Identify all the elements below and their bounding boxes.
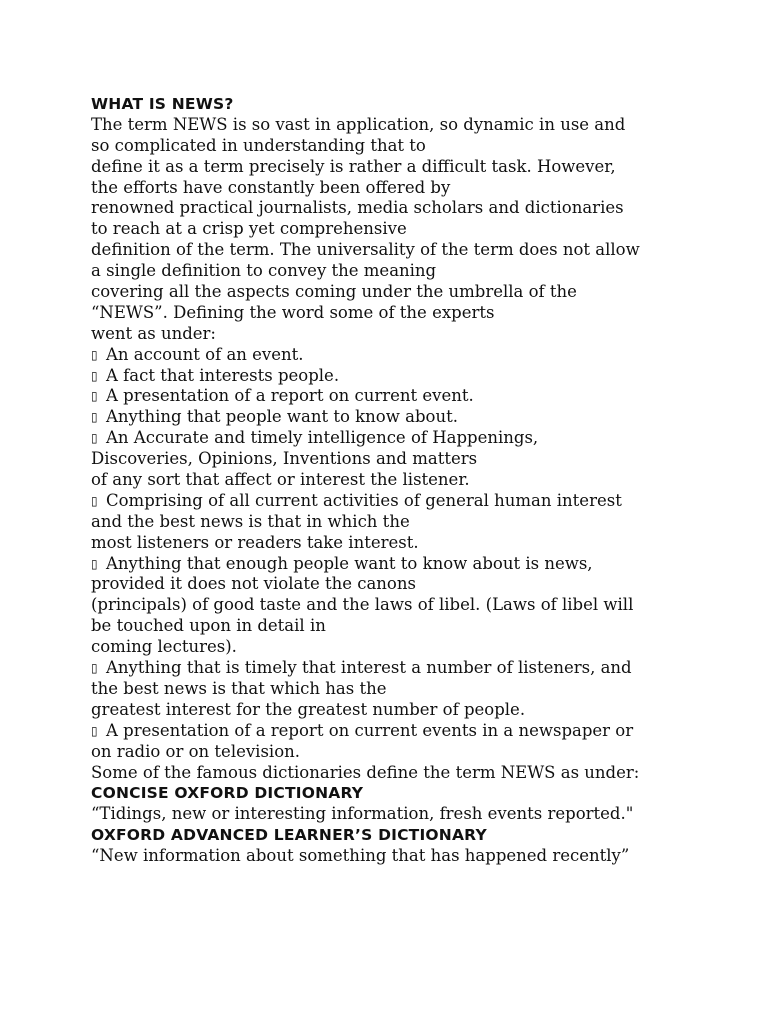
bullet-item	[91, 386, 761, 407]
bullet-item	[91, 658, 761, 679]
text-line: “NEWS”. Defining the word some of the experts	[91, 302, 495, 322]
bullet-icon: ▯	[91, 493, 98, 508]
bullet-item	[91, 366, 761, 387]
section-heading: WHAT IS NEWS?	[91, 95, 234, 113]
bullet-icon: ▯	[91, 410, 98, 425]
text-line: to reach at a crisp yet comprehensive	[91, 219, 407, 239]
text-line: Some of the famous dictionaries define the term NEWS as under:	[91, 762, 640, 782]
bullet-item	[91, 721, 761, 742]
text-line: greatest interest for the greatest number of people.	[91, 699, 526, 719]
text-line: on radio or on television.	[91, 741, 301, 761]
bullet-item	[91, 407, 761, 428]
bullet-item	[91, 491, 761, 512]
text-line: most listeners or readers take interest.	[91, 532, 419, 552]
text-line: the best news is that which has the	[91, 678, 387, 698]
text-line: and the best news is that in which the	[91, 511, 410, 531]
text-line: definition of the term. The universality of the term does not allow	[91, 240, 640, 260]
bullet-icon: ▯	[91, 661, 98, 676]
document-page	[91, 94, 761, 867]
bullet-text: Comprising of all current activities of general human interest	[106, 490, 622, 510]
text-line: so complicated in understanding that to	[91, 135, 426, 155]
bullet-item	[91, 428, 761, 449]
bullet-text: An Accurate and timely intelligence of Happenings,	[106, 428, 539, 448]
text-line: The term NEWS is so vast in application, so dynamic in use and	[91, 114, 626, 134]
bullet-icon: ▯	[91, 368, 98, 383]
text-line: define it as a term precisely is rather a difficult task. However,	[91, 156, 616, 176]
text-line: Discoveries, Opinions, Inventions and matters	[91, 449, 478, 469]
text-line: of any sort that affect or interest the listener.	[91, 470, 470, 490]
text-line: went as under:	[91, 323, 216, 343]
document-body	[91, 94, 761, 867]
text-line: renowned practical journalists, media scholars and dictionaries	[91, 198, 624, 218]
text-line: coming lectures).	[91, 637, 237, 657]
text-line: a single definition to convey the meaning	[91, 261, 437, 281]
bullet-text: A presentation of a report on current events in a newspaper or	[106, 720, 634, 740]
bullet-text: A presentation of a report on current event.	[106, 386, 474, 406]
text-line: “Tidings, new or interesting information, fresh events reported."	[91, 804, 634, 824]
bullet-item	[91, 554, 761, 575]
text-line: (principals) of good taste and the laws of libel. (Laws of libel will	[91, 595, 634, 615]
section-heading: OXFORD ADVANCED LEARNER’S DICTIONARY	[91, 826, 487, 845]
bullet-text: An account of an event.	[106, 344, 304, 364]
text-line: be touched upon in detail in	[91, 616, 326, 636]
text-line: “New information about something that has happened recently”	[91, 846, 630, 866]
bullet-text: A fact that interests people.	[106, 365, 340, 385]
text-line: provided it does not violate the canons	[91, 574, 416, 594]
bullet-icon: ▯	[91, 556, 98, 571]
bullet-icon: ▯	[91, 389, 98, 404]
bullet-text: Anything that people want to know about.	[106, 407, 458, 427]
bullet-item	[91, 345, 761, 366]
bullet-text: Anything that is timely that interest a number of listeners, and	[106, 658, 632, 678]
bullet-icon: ▯	[91, 431, 98, 446]
bullet-icon: ▯	[91, 723, 98, 738]
text-line: covering all the aspects coming under the umbrella of the	[91, 282, 577, 302]
text-line: the efforts have constantly been offered by	[91, 177, 451, 197]
bullet-icon: ▯	[91, 347, 98, 362]
section-heading: CONCISE OXFORD DICTIONARY	[91, 784, 364, 803]
bullet-text: Anything that enough people want to know about is news,	[106, 553, 593, 573]
